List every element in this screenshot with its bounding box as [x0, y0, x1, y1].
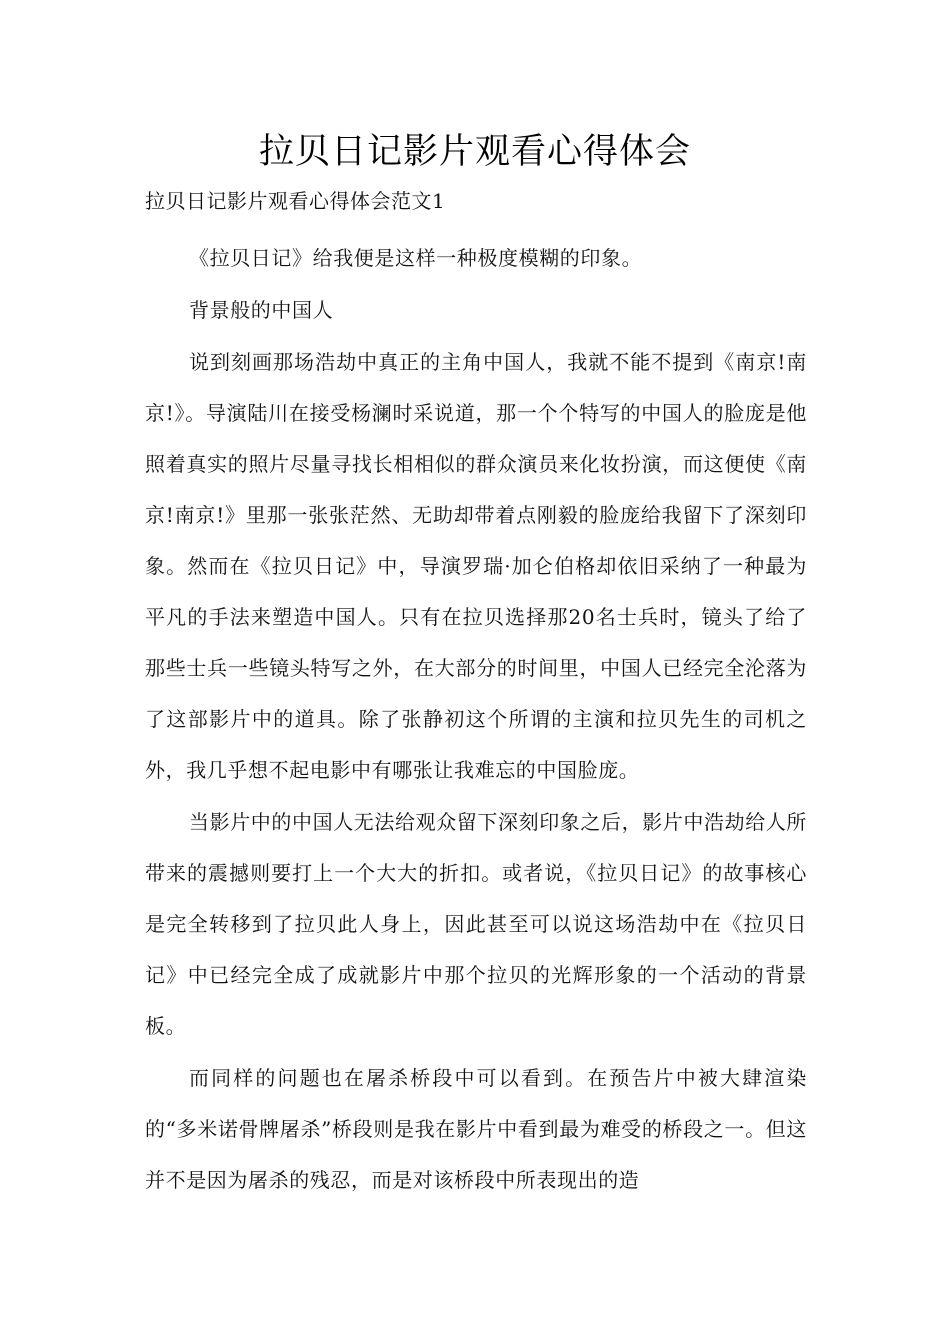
paragraph-intro: 《拉贝日记》给我便是这样一种极度模糊的印象。	[189, 246, 643, 270]
section-heading: 背景般的中国人	[189, 298, 334, 322]
document-subtitle: 拉贝日记影片观看心得体会范文1	[145, 189, 446, 213]
paragraph-massacre: 而同样的问题也在屠杀桥段中可以看到。在预告片中被大肆渲染的“多米诺骨牌屠杀”桥段则是我在影片中看到最为难受的桥段之一。但这并不是因为屠杀的残忍，而是对该桥段中所表现出的造	[145, 1066, 807, 1192]
document-body	[145, 233, 807, 1207]
document-title: 拉贝日记影片观看心得体会	[258, 132, 691, 172]
paragraph-nanjing: 说到刻画那场浩劫中真正的主角中国人，我就不能不提到《南京!南京!》。导演陆川在接受杨澜时采说道，那一个个特写的中国人的脸庞是他照着真实的照片尽量寻找长相相似的群众演员来化妆扮演，而这便使《南京!南京!》里那一张张茫然、无助却带着点刚毅的脸庞给我留下了深刻印象。然而在《拉贝日记》中，导演罗瑞·加仑伯格却依旧采纳了一种最为平凡的手法来塑造中国人。只有在拉贝选择那20名士兵时，镜头了给了那些士兵一些镜头特写之外，在大部分的时间里，中国人已经完全沦落为了这部影片中的道具。除了张静初这个所谓的主演和拉贝先生的司机之外，我几乎想不起电影中有哪张让我难忘的中国脸庞。	[145, 350, 807, 782]
paragraph-impact: 当影片中的中国人无法给观众留下深刻印象之后，影片中浩劫给人所带来的震撼则要打上一个大大的折扣。或者说，《拉贝日记》的故事核心是完全转移到了拉贝此人身上，因此甚至可以说这场浩劫中在《拉贝日记》中已经完全成了成就影片中那个拉贝的光辉形象的一个活动的背景板。	[145, 810, 807, 1038]
